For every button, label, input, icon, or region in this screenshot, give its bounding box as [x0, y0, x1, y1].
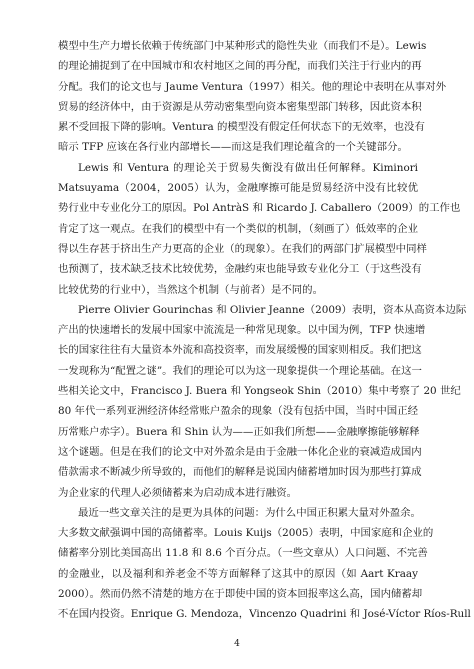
text-line: 贸易的经济体中，由于资源是从劳动密集型向资本密集型部门转移，因此资本积: [58, 100, 422, 113]
text-line: 2000）。然而仍然不清楚的地方在于即使中国的资本回报率这么高，国内储蓄却: [58, 588, 423, 601]
text-line: 80 年代一系列亚洲经济体经常账户盈余的现象（没有包括中国，当时中国正经: [58, 405, 418, 418]
paragraph-4: [58, 503, 471, 625]
text-line: 也预测了，技术缺乏技术比较优势，金融约束也能导致专业化分工（于这些没有: [58, 263, 422, 276]
text-line: 借款需求不断减少所导致的，而他们的解释是说国内储蓄增加时因为那些打算成: [58, 466, 422, 479]
text-line: 这个谜题。但是在我们的论文中对外盈余是由于金融一体化企业的衰减造成国内: [58, 445, 422, 458]
paragraph-2: [58, 158, 461, 300]
text-line: 储蓄率分别比美国高出 11.8 和 8.6 个百分点。（一些文章从）人口问题、不完善: [58, 547, 428, 560]
text-line: 势行业中专业化分工的原因。Pol AntràS 和 Ricardo J. Caballero（2009）的工作也: [58, 202, 461, 215]
text-line: Pierre Olivier Gourinchas 和 Olivier Jeanne（2009）表明，资本从高资本边际: [78, 303, 467, 316]
text-line: 的金融业，以及福利和养老金不等方面解释了这其中的原因（如 Aart Kraay: [58, 567, 418, 580]
text-line: Lewis 和 Ventura 的理论关于贸易失衡没有做出任何解释。Kiminori: [78, 161, 418, 174]
page-body: [58, 36, 471, 625]
text-line: 的理论捕捉到了在中国城市和农村地区之间的再分配，而我们关注于行业内的再: [58, 60, 422, 73]
text-line: 不在国内投资。Enrique G. Mendoza，Vincenzo Quadrini 和 José-Víctor Ríos-Rull: [58, 608, 471, 621]
text-line: 累不受回报下降的影响。Ventura 的模型没有假定任何状态下的无效率，也没有: [58, 121, 425, 134]
text-line: 模型中生产力增长依赖于传统部门中某种形式的隐性失业（而我们不是）。Lewis: [58, 40, 427, 52]
text-line: 长的国家往往有大量资本外流和高投资率，而发展缓慢的国家则相反。我们把这: [58, 344, 422, 357]
text-line: 得以生存甚于挤出生产力更高的企业（的现象）。在我们的两部门扩展模型中同样: [58, 242, 427, 255]
text-line: 最近一些文章关注的是更为具体的问题：为什么中国正积累大量对外盈余。: [78, 506, 421, 519]
text-line: 分配。我们的论文也与 Jaume Ventura（1997）相关。他的理论中表明在从事对外: [58, 80, 447, 93]
text-line: 大多数文献强调中国的高储蓄率。Louis Kuijs（2005）表明，中国家庭和企业的: [58, 527, 434, 540]
paragraph-3: [58, 300, 467, 503]
text-line: Matsuyama（2004，2005）认为，金融摩擦可能是贸易经济中没有比较优: [58, 182, 418, 195]
text-line: 为企业家的代理人必须储蓄来为启动成本进行融资。: [58, 486, 297, 499]
text-line: 历常账户赤字）。Buera 和 Shin 认为——正如我们所想——金融摩擦能够解释: [58, 425, 420, 438]
text-line: 比较优势的行业中），当然这个机制（与前者）是不同的。: [58, 283, 323, 296]
page-number: 4: [234, 639, 240, 649]
text-line: 一发现称为“配置之谜”。我们的理论可以为这一现象提供一个理论基础。在这一: [58, 364, 422, 377]
text-line: 些相关论文中，Francisco J. Buera 和 Yongseok Shin（2010）集中考察了 20 世纪: [58, 385, 461, 398]
text-line: 产出的快速增长的发展中国家中流流是一种常见现象。以中国为例，TFP 快速增: [58, 324, 426, 337]
text-line: 暗示 TFP 应该在各行业内部增长——而这是我们理论蕴含的一个关键部分。: [58, 141, 408, 154]
text-line: 肯定了这一观点。在我们的模型中有一个类似的机制，（刻画了）低效率的企业: [58, 222, 418, 235]
paragraph-1: [58, 36, 447, 158]
